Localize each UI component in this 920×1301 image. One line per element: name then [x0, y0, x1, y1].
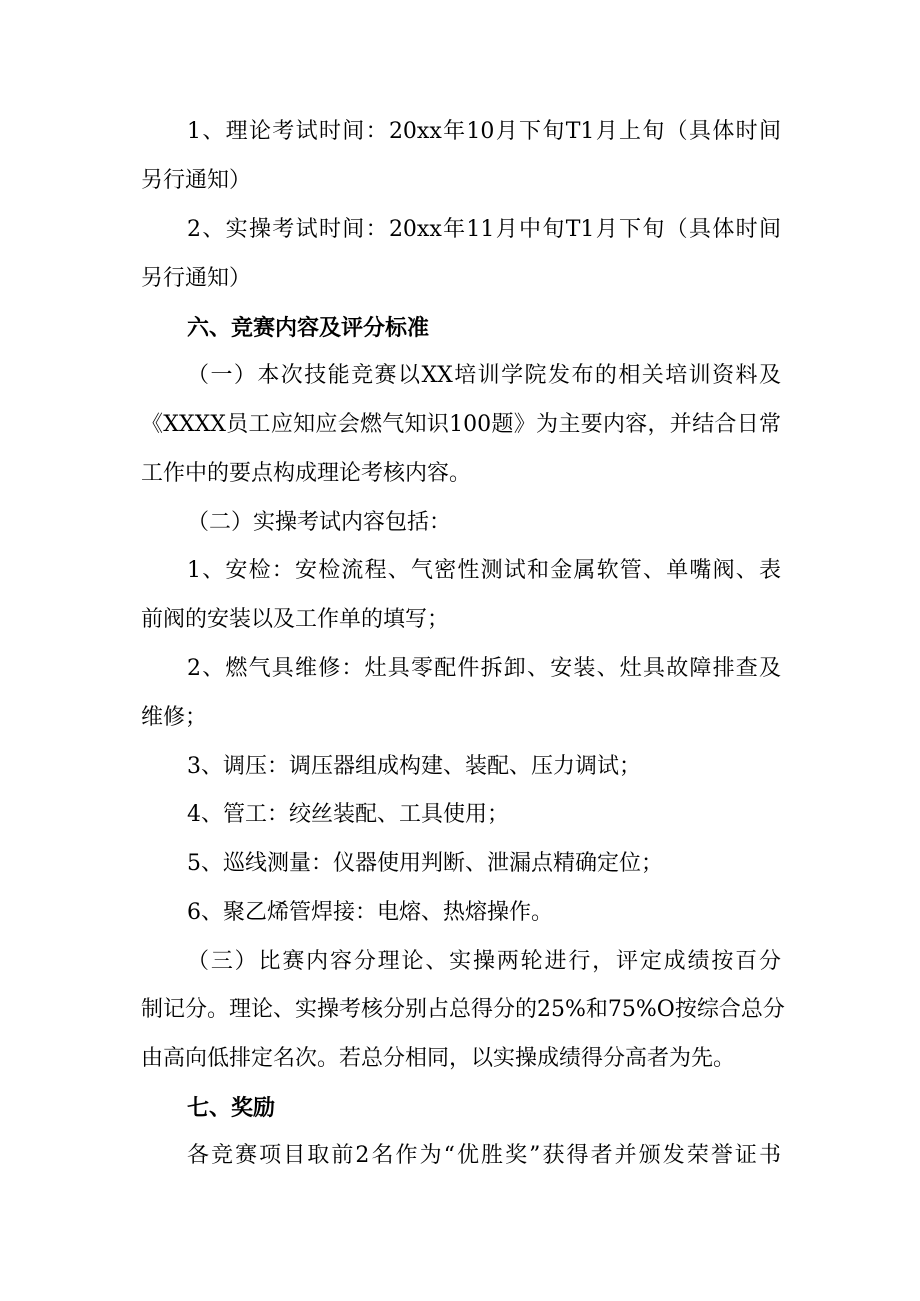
- paragraph-line: （一）本次技能竞赛以XX培训学院发布的相关培训资料及: [187, 363, 781, 388]
- section-heading: 七、奖励: [187, 1095, 276, 1121]
- paragraph-line: 6、聚乙烯管焊接：电熔、热熔操作。: [187, 900, 553, 925]
- paragraph-line: 前阀的安装以及工作单的填写；: [141, 607, 450, 632]
- paragraph-line: 维修；: [141, 705, 208, 730]
- paragraph-line: 《XXXX员工应知应会燃气知识100题》为主要内容，并结合日常: [141, 412, 781, 437]
- paragraph-line: 另行通知）: [141, 266, 252, 291]
- paragraph-line: 1、安检：安检流程、气密性测试和金属软管、单嘴阀、表: [187, 558, 781, 583]
- paragraph-line: 5、巡线测量：仪器使用判断、泄漏点精确定位；: [187, 851, 663, 876]
- paragraph-line: 另行通知）: [141, 168, 252, 193]
- paragraph-line: 1、理论考试时间：20xx年10月下旬T1月上旬（具体时间: [187, 119, 781, 144]
- paragraph-line: 3、调压：调压器组成构建、装配、压力调试；: [187, 754, 641, 779]
- paragraph-line: 2、实操考试时间：20xx年11月中旬T1月下旬（具体时间: [187, 217, 781, 242]
- paragraph-line: 工作中的要点构成理论考核内容。: [141, 461, 472, 486]
- section-heading: 六、竞赛内容及评分标准: [187, 315, 430, 341]
- paragraph-line: 制记分。理论、实操考核分别占总得分的25%和75%O按综合总分: [141, 997, 785, 1022]
- paragraph-line: （二）实操考试内容包括：: [187, 510, 452, 535]
- paragraph-line: （三）比赛内容分理论、实操两轮进行，评定成绩按百分: [187, 949, 781, 974]
- paragraph-line: 各竞赛项目取前2名作为“优胜奖”获得者并颁发荣誉证书: [187, 1143, 781, 1168]
- paragraph-line: 2、燃气具维修：灶具零配件拆卸、安装、灶具故障排查及: [187, 656, 781, 681]
- paragraph-line: 由高向低排定名次。若总分相同，以实操成绩得分高者为先。: [141, 1046, 736, 1071]
- paragraph-line: 4、管工：绞丝装配、工具使用；: [187, 802, 509, 827]
